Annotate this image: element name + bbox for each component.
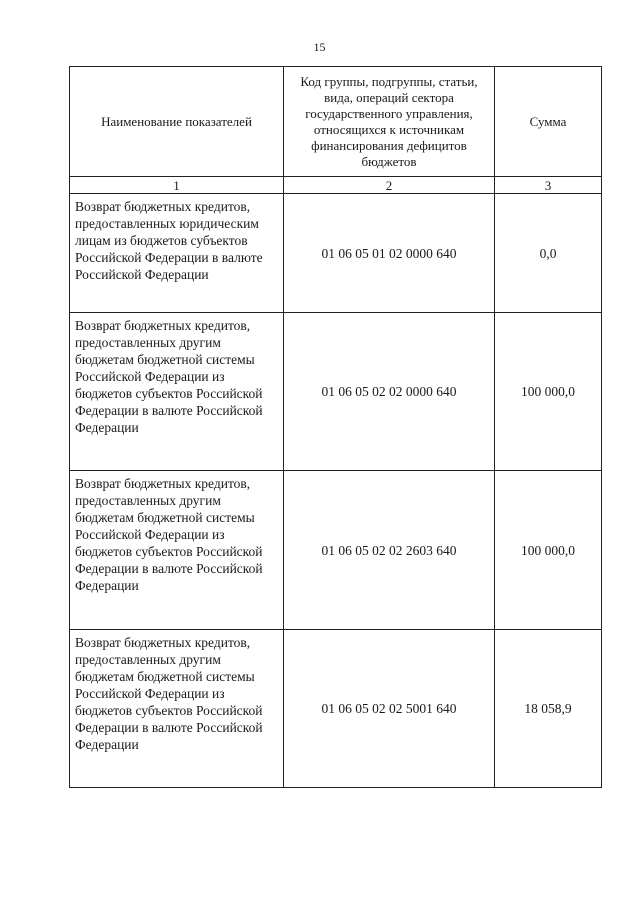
row-sum: 0,0 <box>495 194 602 313</box>
row-code: 01 06 05 02 02 2603 640 <box>284 471 495 630</box>
column-number: 1 <box>70 177 284 194</box>
table-header-row <box>70 67 602 177</box>
row-name: Возврат бюджетных кредитов, предоставленных другим бюджетам бюджетной системы Российской Федерации из бюджетов субъектов Российской Федерации в валюте Российской Федерации <box>70 630 284 788</box>
table-row <box>70 194 602 313</box>
header-name: Наименование показателей <box>70 67 284 177</box>
budget-sources-table <box>69 66 602 788</box>
row-code: 01 06 05 02 02 5001 640 <box>284 630 495 788</box>
row-sum: 100 000,0 <box>495 313 602 471</box>
row-code: 01 06 05 01 02 0000 640 <box>284 194 495 313</box>
column-number-row <box>70 177 602 194</box>
table-row <box>70 471 602 630</box>
row-sum: 18 058,9 <box>495 630 602 788</box>
row-name: Возврат бюджетных кредитов, предоставленных другим бюджетам бюджетной системы Российской Федерации из бюджетов субъектов Российской Федерации в валюте Российской Федерации <box>70 313 284 471</box>
row-name: Возврат бюджетных кредитов, предоставленных другим бюджетам бюджетной системы Российской Федерации из бюджетов субъектов Российской Федерации в валюте Российской Федерации <box>70 471 284 630</box>
table-row <box>70 630 602 788</box>
table-row <box>70 313 602 471</box>
column-number: 3 <box>495 177 602 194</box>
header-sum: Сумма <box>495 67 602 177</box>
row-name: Возврат бюджетных кредитов, предоставленных юридическим лицам из бюджетов субъектов Российской Федерации в валюте Российской Федерации <box>70 194 284 313</box>
page-number: 15 <box>313 40 326 54</box>
row-sum: 100 000,0 <box>495 471 602 630</box>
header-code: Код группы, подгруппы, статьи, вида, операций сектора государственного управления, относящихся к источникам финансирования дефицитов бюджетов <box>284 67 495 177</box>
row-code: 01 06 05 02 02 0000 640 <box>284 313 495 471</box>
column-number: 2 <box>284 177 495 194</box>
